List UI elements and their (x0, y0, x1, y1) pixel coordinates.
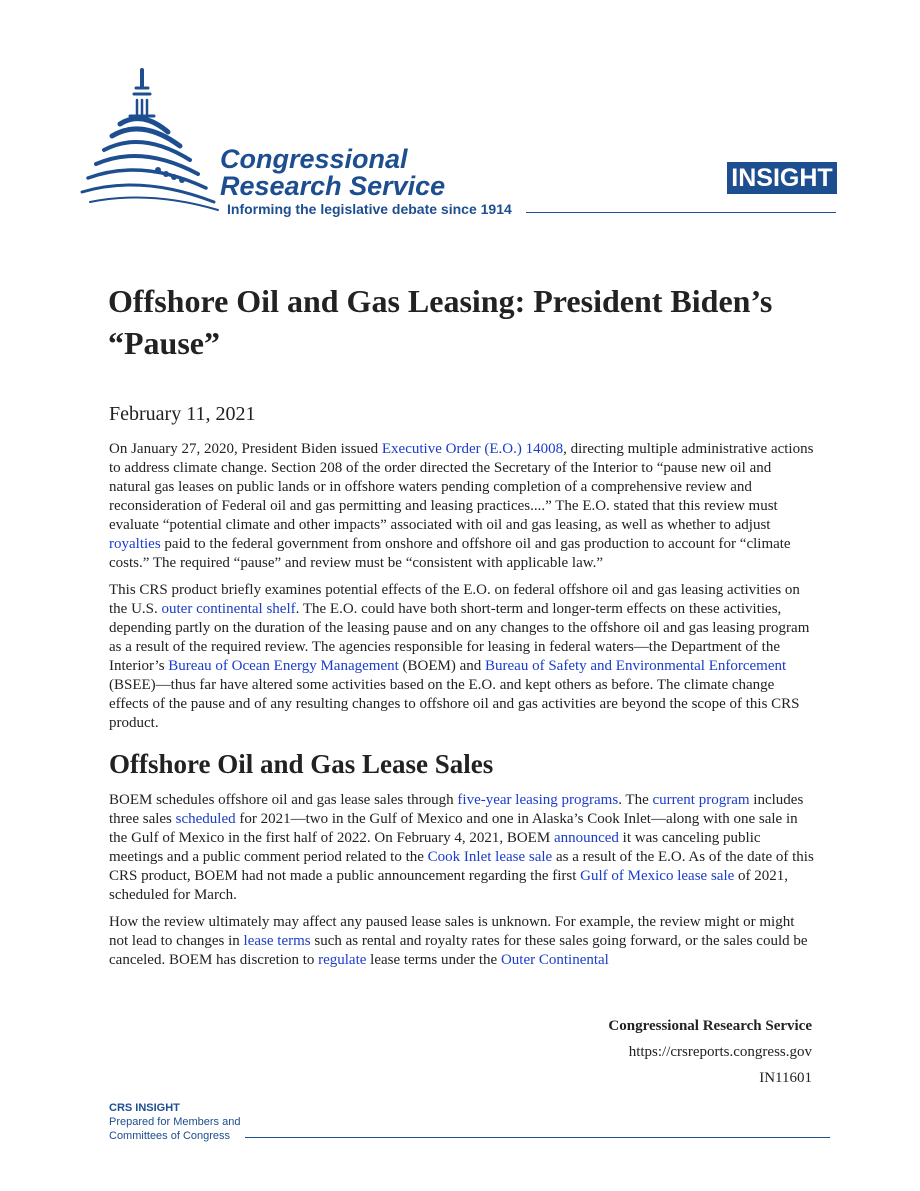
footer-product-id: IN11601 (759, 1070, 812, 1086)
link-regulate[interactable]: regulate (318, 952, 367, 968)
footer-url: https://crsreports.congress.gov (628, 1044, 812, 1060)
link-five-year-programs[interactable]: five-year leasing programs (457, 792, 619, 808)
footer-left-line3: Committees of Congress (109, 1130, 231, 1142)
text-run: paid to the federal government from onshore and offshore oil and gas production to account for “climate costs.” The required “pause” and review must be “consistent with applicable law.” (109, 536, 791, 571)
paragraph-3 (109, 791, 815, 905)
footer-left-line1: CRS INSIGHT (109, 1102, 180, 1114)
crs-logo (80, 62, 840, 222)
text-run: as a result of the E.O. As of the date of this CRS product, BOEM had not made a public announcement regarding the first (109, 849, 814, 884)
paragraph-1 (109, 440, 815, 573)
section-heading: Offshore Oil and Gas Lease Sales (109, 749, 494, 779)
text-run: BOEM schedules offshore oil and gas lease sales through (109, 792, 458, 808)
link-gulf-of-mexico-lease-sale[interactable]: Gulf of Mexico lease sale (580, 868, 735, 884)
link-boem[interactable]: Bureau of Ocean Energy Management (168, 658, 399, 674)
text-run: lease terms under the (366, 952, 501, 968)
publication-date: February 11, 2021 (109, 403, 256, 425)
text-run: . The (618, 792, 653, 808)
text-run: This CRS product briefly examines potential effects of the E.O. on federal offshore oil and gas leasing activities on the U.S. (109, 582, 800, 617)
body-text (109, 440, 815, 978)
link-lease-terms[interactable]: lease terms (243, 933, 311, 949)
text-run: of 2021, scheduled for March. (109, 868, 789, 903)
footer-rule (245, 1137, 830, 1138)
link-current-program[interactable]: current program (652, 792, 750, 808)
org-name (220, 146, 445, 200)
paragraph-2 (109, 581, 815, 733)
link-executive-order[interactable]: Executive Order (E.O.) 14008 (381, 441, 564, 457)
text-run: On January 27, 2020, President Biden issued (109, 441, 382, 457)
text-run: (BSEE)—thus far have altered some activities based on the E.O. and kept others as before. The climate change effects of the pause and of any resulting changes to offshore oil and gas activities are beyond the scope of this CRS product. (109, 677, 800, 731)
link-bsee[interactable]: Bureau of Safety and Environmental Enforcement (485, 658, 787, 674)
page-title: Offshore Oil and Gas Leasing: President Biden’s “Pause” (108, 283, 773, 361)
footer-left (109, 1101, 240, 1143)
link-announced[interactable]: announced (553, 830, 619, 846)
link-royalties[interactable]: royalties (109, 536, 161, 552)
text-run: . The E.O. could have both short-term and longer-term effects on these activities, depending partly on the duration of the leasing pause and on any changes to the offshore oil and gas leasing program as a result of the required review. The agencies responsible for leasing in federal waters—the Department of the Interior’s (109, 601, 810, 674)
footer-left-line2: Prepared for Members and (109, 1116, 241, 1128)
text-run: How the review ultimately may affect any paused lease sales is unknown. For example, the review might or might not lead to changes in (109, 914, 795, 949)
capitol-dome-icon (80, 62, 230, 212)
text-run: it was canceling public meetings and a public comment period related to the (109, 830, 761, 865)
tagline-rule (526, 212, 836, 213)
footer-right (608, 1013, 812, 1091)
text-run: , directing multiple administrative actions to address climate change. Section 208 of the order directed the Secretary of the Interior to “pause new oil and natural gas leases on public lands or in offshore waters pending completion of a comprehensive review and reconsideration of Federal oil and gas permitting and leasing practices....” The E.O. stated that this review must evaluate “potential climate and other impacts” associated with oil and gas leasing, as well as whether to adjust (109, 441, 814, 533)
text-run: includes three sales (109, 792, 804, 827)
link-cook-inlet-lease-sale[interactable]: Cook Inlet lease sale (427, 849, 553, 865)
org-name-line2: Research Service (220, 171, 446, 201)
link-scheduled[interactable]: scheduled (175, 811, 236, 827)
text-run: (BOEM) and (398, 658, 486, 674)
org-name-line1: Congressional (220, 144, 408, 174)
text-run: such as rental and royalty rates for these sales going forward, or the sales could be canceled. BOEM has discretion to (109, 933, 808, 968)
tagline: Informing the legislative debate since 1914 (227, 201, 512, 217)
footer-org: Congressional Research Service (608, 1018, 812, 1034)
paragraph-4 (109, 913, 815, 970)
link-outer-continental[interactable]: Outer Continental (500, 952, 609, 968)
link-outer-continental-shelf[interactable]: outer continental shelf (161, 601, 296, 617)
text-run: for 2021—two in the Gulf of Mexico and one in Alaska’s Cook Inlet—along with one sale in the Gulf of Mexico in the first half of 2022. On February 4, 2021, BOEM (109, 811, 798, 846)
insight-badge: INSIGHT (727, 162, 837, 194)
